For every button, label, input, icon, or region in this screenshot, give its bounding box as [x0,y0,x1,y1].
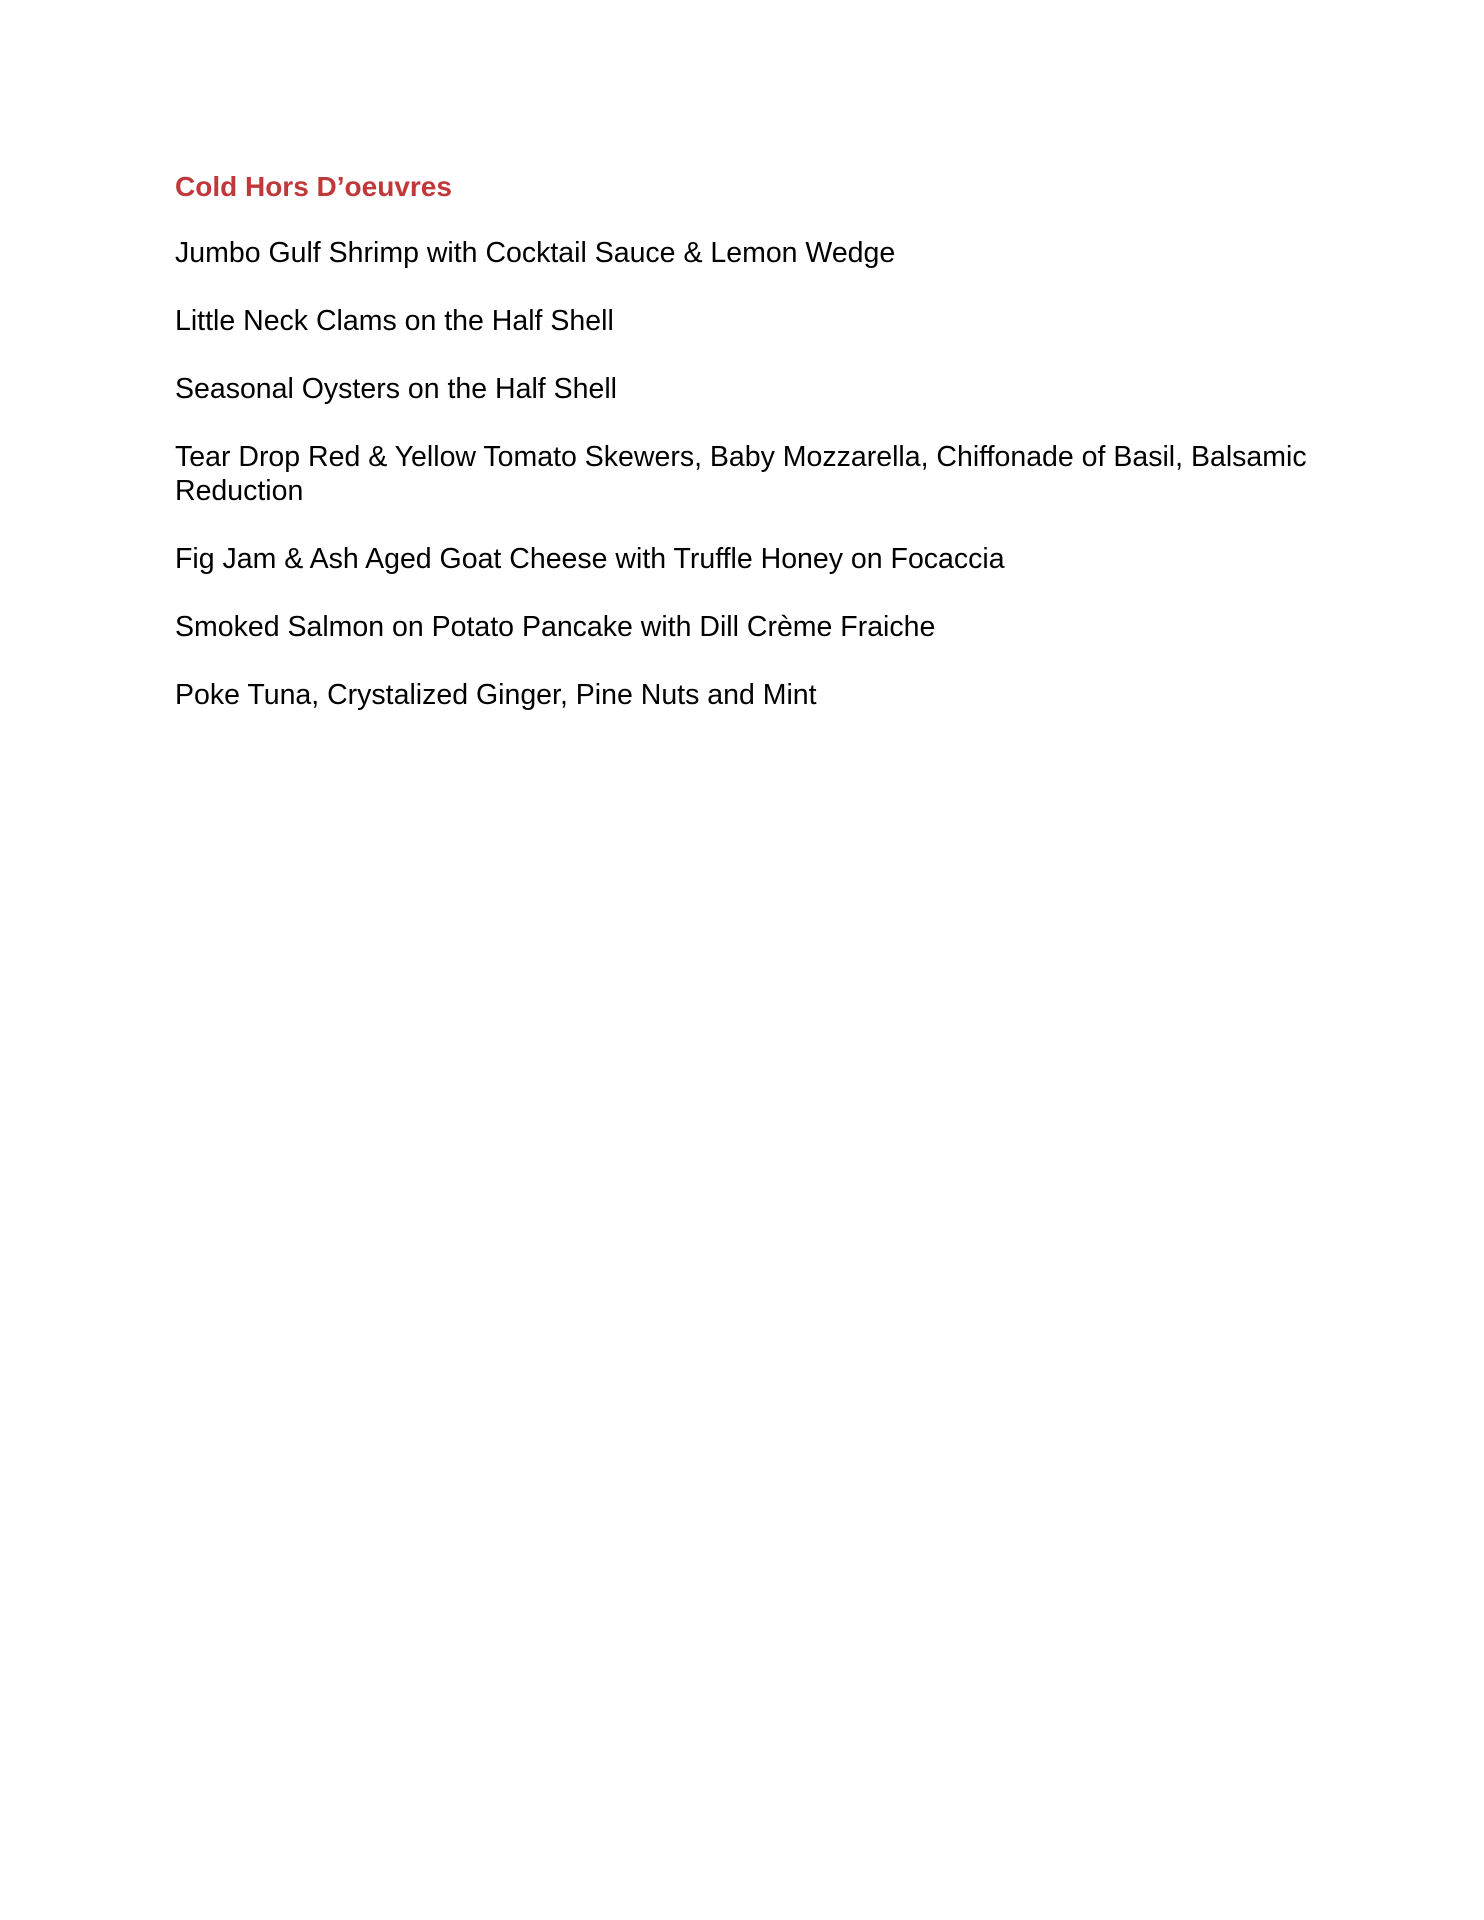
menu-item-goat-cheese: Fig Jam & Ash Aged Goat Cheese with Truffle Honey on Focaccia [175,543,1005,575]
menu-section [175,170,1325,746]
section-heading: Cold Hors D’oeuvres [175,171,452,202]
menu-item-list [175,236,1325,712]
menu-item-poke-tuna: Poke Tuna, Crystalized Ginger, Pine Nuts and Mint [175,679,817,711]
menu-item-oysters: Seasonal Oysters on the Half Shell [175,373,617,405]
menu-item-tomato-skewers: Tear Drop Red & Yellow Tomato Skewers, Baby Mozzarella, Chiffonade of Basil, Balsamic Reduction [175,441,1307,507]
menu-item-smoked-salmon: Smoked Salmon on Potato Pancake with Dill Crème Fraiche [175,611,936,643]
menu-item-shrimp: Jumbo Gulf Shrimp with Cocktail Sauce & Lemon Wedge [175,237,896,269]
menu-item-clams: Little Neck Clams on the Half Shell [175,305,614,337]
